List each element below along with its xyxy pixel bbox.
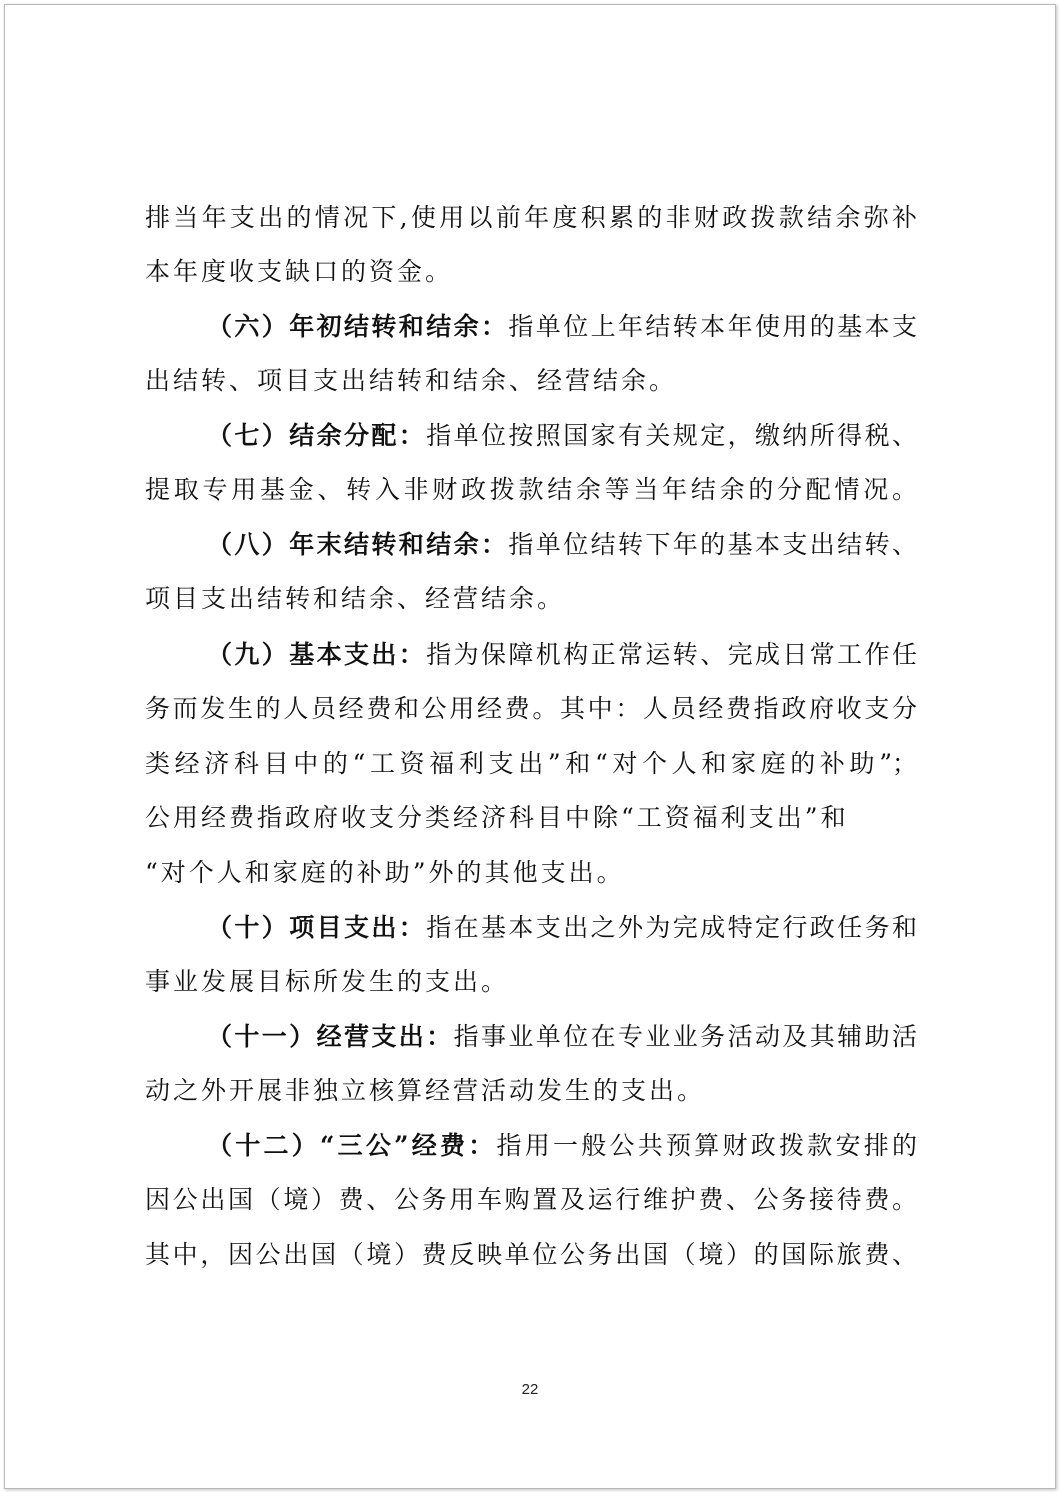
paragraph-line-9 (207, 640, 917, 670)
text-line: 公用经费指政府收支分类经济科目中除“工资福利支出”和 (145, 803, 849, 832)
text-line: 本年度收支缺口的资金。 (145, 257, 454, 286)
paragraph-line-11 (207, 1022, 917, 1052)
paragraph-line-12 (207, 1131, 917, 1161)
paragraph-line-7 (207, 421, 917, 451)
section-heading: （六）年初结转和结余： (207, 312, 509, 341)
section-text: 指在基本支出之外为完成特定行政任务和 (426, 913, 917, 942)
section-text: 指单位按照国家有关规定，缴纳所得税、 (426, 421, 917, 450)
text-line: 事业发展目标所发生的支出。 (145, 967, 510, 996)
text-line: 项目支出结转和结余、经营结余。 (145, 584, 566, 613)
paragraph-line-6 (207, 312, 917, 342)
section-text: 指用一般公共预算财政拨款安排的 (496, 1131, 917, 1160)
text-line: 动之外开展非独立核算经营活动发生的支出。 (145, 1076, 706, 1105)
section-heading: （七）结余分配： (207, 421, 427, 450)
text-line: 排当年支出的情况下,使用以前年度积累的非财政拨款结余弥补 (145, 203, 917, 232)
text-line: 其中，因公出国（境）费反映单位公务出国（境）的国际旅费、 (145, 1240, 917, 1269)
text-line: 提取专用基金、转入非财政拨款结余等当年结余的分配情况。 (145, 475, 917, 504)
text-line: 因公出国（境）费、公务用车购置及运行维护费、公务接待费。 (145, 1185, 917, 1214)
section-text: 指单位结转下年的基本支出结转、 (508, 530, 917, 559)
text-line: 出结转、项目支出结转和结余、经营结余。 (145, 366, 678, 395)
section-text: 指事业单位在专业业务活动及其辅助活 (453, 1022, 917, 1051)
paragraph-line-8 (207, 530, 917, 560)
section-heading: （八）年末结转和结余： (207, 530, 509, 559)
paragraph-line-10 (207, 913, 917, 943)
section-heading: （十二）“三公”经费： (207, 1131, 497, 1160)
text-line: 类经济科目中的“工资福利支出”和“对个人和家庭的补助”； (145, 749, 917, 778)
text-line: “对个人和家庭的补助”外的其他支出。 (145, 858, 625, 887)
section-heading: （十一）经营支出： (207, 1022, 454, 1051)
section-heading: （九）基本支出： (207, 640, 427, 669)
section-heading: （十）项目支出： (207, 913, 427, 942)
section-text: 指单位上年结转本年使用的基本支 (508, 312, 917, 341)
page-number: 22 (521, 1381, 539, 1398)
section-text: 指为保障机构正常运转、完成日常工作任 (426, 640, 917, 669)
text-line: 务而发生的人员经费和公用经费。其中：人员经费指政府收支分 (145, 694, 917, 723)
